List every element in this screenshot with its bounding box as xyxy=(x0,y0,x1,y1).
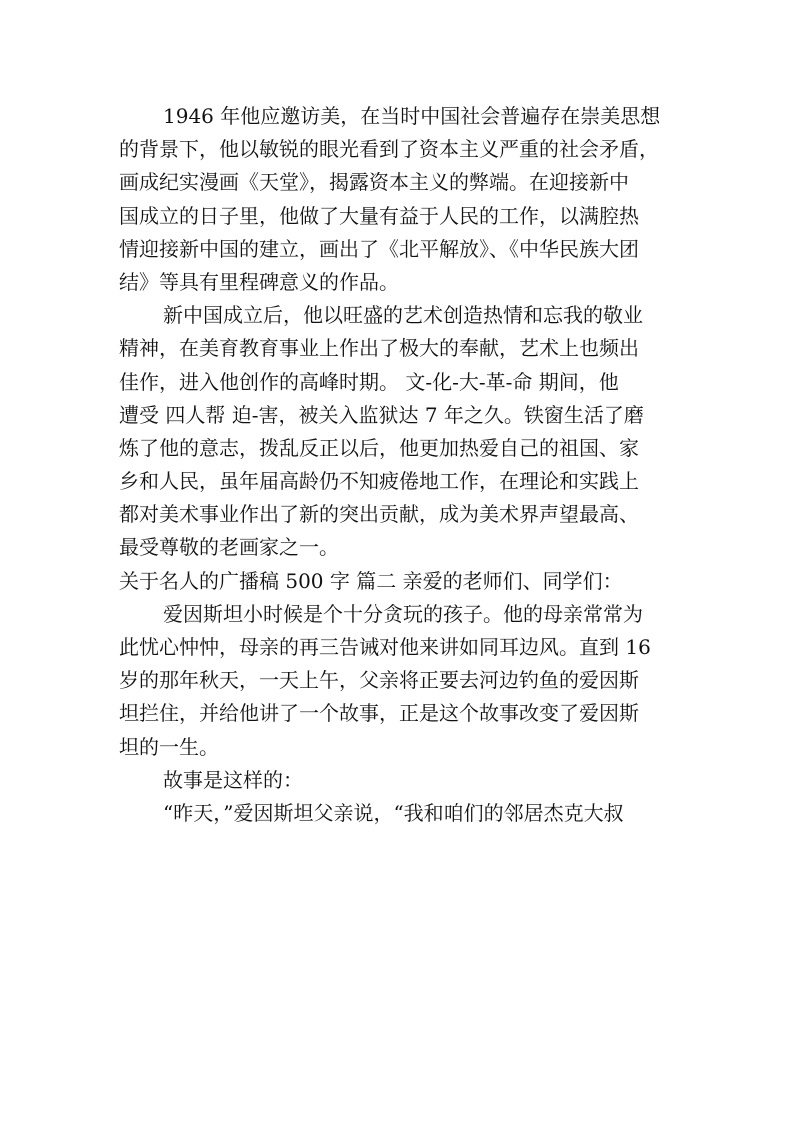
text-line: 精神，在美育教育事业上作出了极大的奉献，艺术上也频出 xyxy=(119,336,639,361)
text-line: 都对美术事业作出了新的突出贡献，成为美术界声望最高、 xyxy=(119,502,639,527)
text-line: 佳作，进入他创作的高峰时期。 文-化-大-革-命 期间，他 xyxy=(119,369,619,394)
text-line: 此忧心忡忡，母亲的再三告诫对他来讲如同耳边风。直到 16 xyxy=(119,635,651,659)
text-line: 最受尊敬的老画家之一。 xyxy=(119,535,339,560)
text-line: 乡和人民，虽年届高龄仍不知疲倦地工作，在理论和实践上 xyxy=(119,469,639,494)
text-line: 1946 年他应邀访美，在当时中国社会普遍存在崇美思想 xyxy=(163,104,661,128)
text-line: 画成纪实漫画《天堂》，揭露资本主义的弊端。在迎接新中 xyxy=(119,170,629,195)
text-line: 国成立的日子里，他做了大量有益于人民的工作，以满腔热 xyxy=(119,203,639,228)
text-line: 新中国成立后，他以旺盛的艺术创造热情和忘我的敬业 xyxy=(163,303,643,328)
document-body xyxy=(119,100,699,830)
text-line: 坦的一生。 xyxy=(119,734,219,759)
text-line: 炼了他的意志，拨乱反正以后，他更加热爱自己的祖国、家 xyxy=(119,435,639,460)
text-line: 故事是这样的： xyxy=(163,767,303,792)
text-line: 关于名人的广播稿 500 字 篇二 亲爱的老师们、同学们： xyxy=(119,568,623,593)
text-line: 情迎接新中国的建立，画出了《北平解放》、《中华民族大团 xyxy=(119,236,639,261)
text-line: 爱因斯坦小时候是个十分贪玩的孩子。他的母亲常常为 xyxy=(163,601,643,626)
text-line: 岁的那年秋天，一天上午，父亲将正要去河边钓鱼的爱因斯 xyxy=(119,668,639,693)
text-line: 遭受 四人帮 迫-害，被关入监狱达 7 年之久。铁窗生活了磨 xyxy=(119,402,644,427)
text-line: 坦拦住，并给他讲了一个故事，正是这个故事改变了爱因斯 xyxy=(119,701,639,726)
text-line: 的背景下，他以敏锐的眼光看到了资本主义严重的社会矛盾， xyxy=(119,137,659,162)
text-line: “昨天，”爱因斯坦父亲说，“我和咱们的邻居杰克大叔 xyxy=(163,800,624,825)
text-line: 结》等具有里程碑意义的作品。 xyxy=(119,269,399,294)
